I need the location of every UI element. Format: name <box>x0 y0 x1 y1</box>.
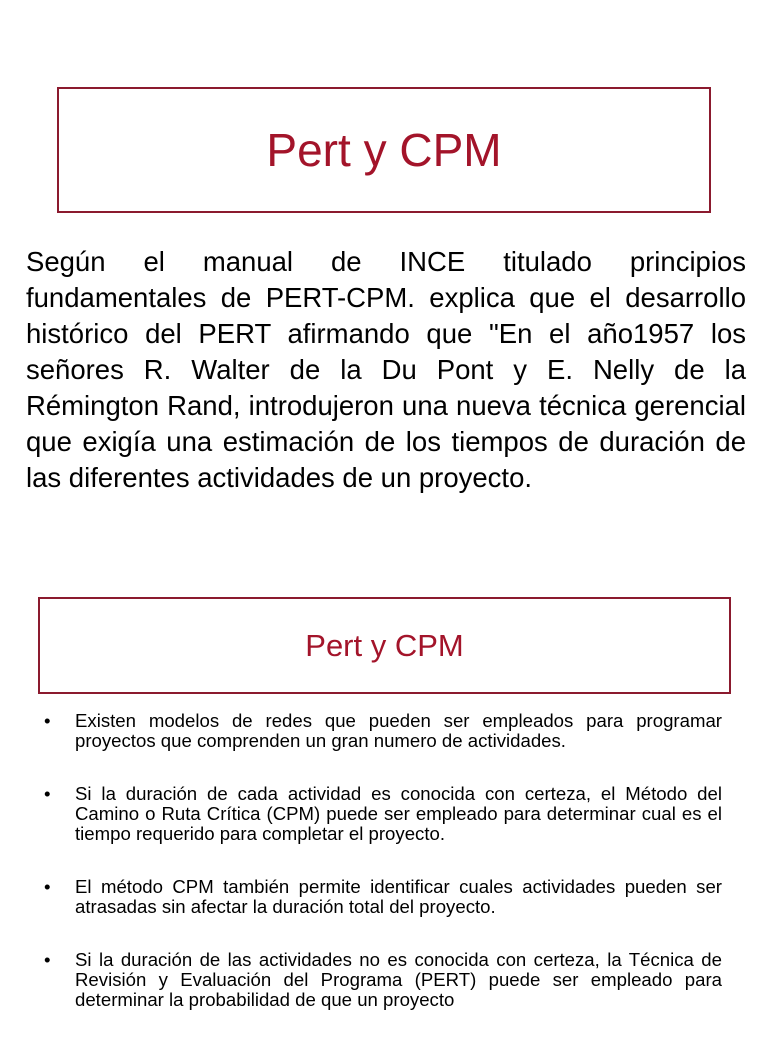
bullet-text: Si la duración de las actividades no es conocida con certeza, la Técnica de Revisión y Evaluación del Programa (PERT) puede ser empleado para determinar la probabilidad de que un proyecto <box>75 949 722 1010</box>
bullet-text: Si la duración de cada actividad es conocida con certeza, el Método del Camino o Ruta Crítica (CPM) puede ser empleado para determinar cual es el tiempo requerido para completar el proyecto. <box>75 783 722 844</box>
section-title: Pert y CPM <box>305 627 464 663</box>
bullet-marker: • <box>44 876 51 897</box>
list-item <box>40 950 722 1010</box>
intro-paragraph: Según el manual de INCE titulado principios fundamentales de PERT-CPM. explica que el desarrollo histórico del PERT afirmando que "En el año1957 los señores R. Walter de la Du Pont y E. Nelly de la Rémington Rand, introdujeron una nueva técnica gerencial que exigía una estimación de los tiempos de duración de las diferentes actividades de un proyecto. <box>26 246 746 493</box>
list-item <box>40 784 722 844</box>
bullet-text: Existen modelos de redes que pueden ser empleados para programar proyectos que comprenden un gran numero de actividades. <box>75 710 722 751</box>
bullet-marker: • <box>44 783 51 804</box>
bullet-marker: • <box>44 949 51 970</box>
bullet-marker: • <box>44 710 51 731</box>
bullet-text: El método CPM también permite identificar cuales actividades pueden ser atrasadas sin afectar la duración total del proyecto. <box>75 876 722 917</box>
slide-title-box <box>57 87 711 213</box>
bullet-list <box>40 711 722 1043</box>
list-item <box>40 711 722 751</box>
list-item <box>40 877 722 917</box>
slide-title: Pert y CPM <box>266 124 502 176</box>
section-title-box <box>38 597 731 694</box>
